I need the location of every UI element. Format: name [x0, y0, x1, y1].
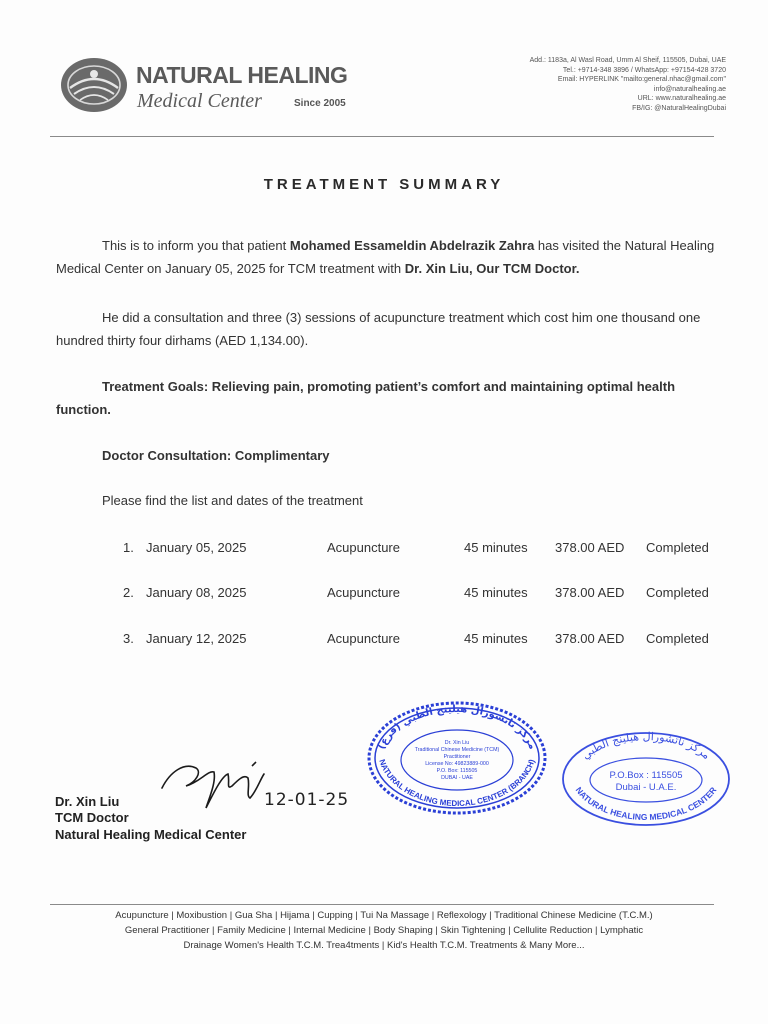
footer-divider [50, 904, 714, 905]
treatment-number: 3. [123, 631, 134, 646]
treatment-type: Acupuncture [327, 540, 400, 555]
logo-emblem-icon [60, 56, 128, 114]
stamp2-line-2: Dubai - U.A.E. [615, 782, 677, 793]
stamp2-arabic: مركز ناتشورال هيلينج الطبي [579, 730, 713, 762]
stamp1-line-4: License No: 49823889-000 [425, 761, 489, 767]
intro-text-2: has visited the Natural Healing Medical Center on January 05, 2025 for TCM treatment with [56, 238, 715, 276]
document-title: TREATMENT SUMMARY [263, 176, 505, 193]
treatment-date: January 08, 2025 [146, 585, 247, 600]
company-logo [60, 56, 360, 122]
intro-paragraph [56, 234, 716, 280]
treatment-duration: 45 minutes [464, 585, 528, 600]
services-footer [48, 908, 720, 953]
stamp1-line-1: Dr. Xin Liu [444, 740, 470, 746]
contact-email: Email: HYPERLINK "mailto:general.nhac@gmail.com" [557, 76, 726, 84]
doctor-consultation: Doctor Consultation: Complimentary [102, 448, 330, 463]
treatment-cost: 378.00 AED [555, 631, 625, 646]
center-stamp [560, 730, 732, 828]
patient-name: Mohamed Essameldin Abdelrazik Zahra [289, 238, 535, 253]
services-line-3: Drainage Women's Health T.C.M. Trea4tments | Kid's Health T.C.M. Treatments & Many More... [183, 940, 585, 951]
treatment-number: 2. [123, 585, 134, 600]
header-divider [50, 136, 714, 137]
treatment-row [0, 631, 768, 651]
signer-role: TCM Doctor [55, 810, 129, 825]
treatment-row [0, 540, 768, 560]
treatment-date: January 12, 2025 [146, 631, 247, 646]
treatment-number: 1. [123, 540, 134, 555]
contact-social: FB/IG: @NaturalHealingDubai [632, 104, 726, 112]
consultation-paragraph: He did a consultation and three (3) sessions of acupuncture treatment which cost him one thousand one hundred thirty four dirhams (AED 1,134.00). [56, 310, 701, 348]
stamp1-arabic: مركز ناتشورال هيلينج الطبي (فرع) [376, 703, 538, 752]
stamp1-ring-text: NATURAL HEALING MEDICAL CENTER (BRANCH) [377, 758, 537, 809]
company-subtitle: Medical Center [137, 90, 262, 112]
stamp2-line-1: P.O.Box : 115505 [609, 770, 683, 781]
treatment-duration: 45 minutes [464, 540, 528, 555]
doctor-name: Dr. Xin Liu, Our TCM Doctor. [404, 261, 580, 276]
treatment-type: Acupuncture [327, 631, 400, 646]
treatment-row [0, 585, 768, 605]
contact-info [406, 56, 726, 114]
signer-organization: Natural Healing Medical Center [55, 827, 247, 842]
treatment-type: Acupuncture [327, 585, 400, 600]
stamp1-line-5: P.O. Box: 115505 [436, 768, 478, 774]
treatment-cost: 378.00 AED [555, 585, 625, 600]
stamp2-ring-text: NATURAL HEALING MEDICAL CENTER [573, 785, 719, 823]
intro-text-1: This is to inform you that patient [102, 238, 290, 253]
stamp1-line-6: DUBAI - UAE [441, 775, 473, 781]
contact-tel: Tel.: +9714-348 3896 / WhatsApp: +97154-428 3720 [562, 66, 726, 74]
signer-name: Dr. Xin Liu [55, 794, 120, 809]
stamp1-line-3: Practitioner [443, 754, 471, 760]
svg-text:مركز ناتشورال هيلينج الطبي [579, 730, 713, 762]
branch-stamp [366, 700, 548, 816]
services-line-1: Acupuncture | Moxibustion | Gua Sha | Hijama | Cupping | Tui Na Massage | Reflexology | Traditional Chinese Medicine (T.C.M.) [115, 910, 653, 921]
contact-email-2: info@naturalhealing.ae [653, 85, 726, 93]
contact-url: URL: www.naturalhealing.ae [637, 95, 726, 103]
company-name: NATURAL HEALING [136, 62, 348, 88]
treatment-status: Completed [646, 585, 709, 600]
stamp1-line-2: Traditional Chinese Medicine (TCM) [414, 747, 500, 753]
company-since: Since 2005 [294, 98, 346, 109]
treatment-cost: 378.00 AED [555, 540, 625, 555]
treatment-goals: Treatment Goals: Relieving pain, promoting patient’s comfort and maintaining optimal health function. [56, 379, 676, 417]
contact-address: Add.: 1183a, Al Wasl Road, Umm Al Sheif, 115505, Dubai, UAE [529, 57, 726, 64]
signature-date: 12-01-25 [264, 790, 350, 810]
treatment-list-intro: Please find the list and dates of the treatment [102, 493, 363, 508]
treatment-date: January 05, 2025 [146, 540, 247, 555]
treatment-status: Completed [646, 631, 709, 646]
services-line-2: General Practitioner | Family Medicine | Internal Medicine | Body Shaping | Skin Tightening | Cellulite Reduction | Lymphatic [124, 925, 644, 936]
treatment-duration: 45 minutes [464, 631, 528, 646]
treatment-status: Completed [646, 540, 709, 555]
